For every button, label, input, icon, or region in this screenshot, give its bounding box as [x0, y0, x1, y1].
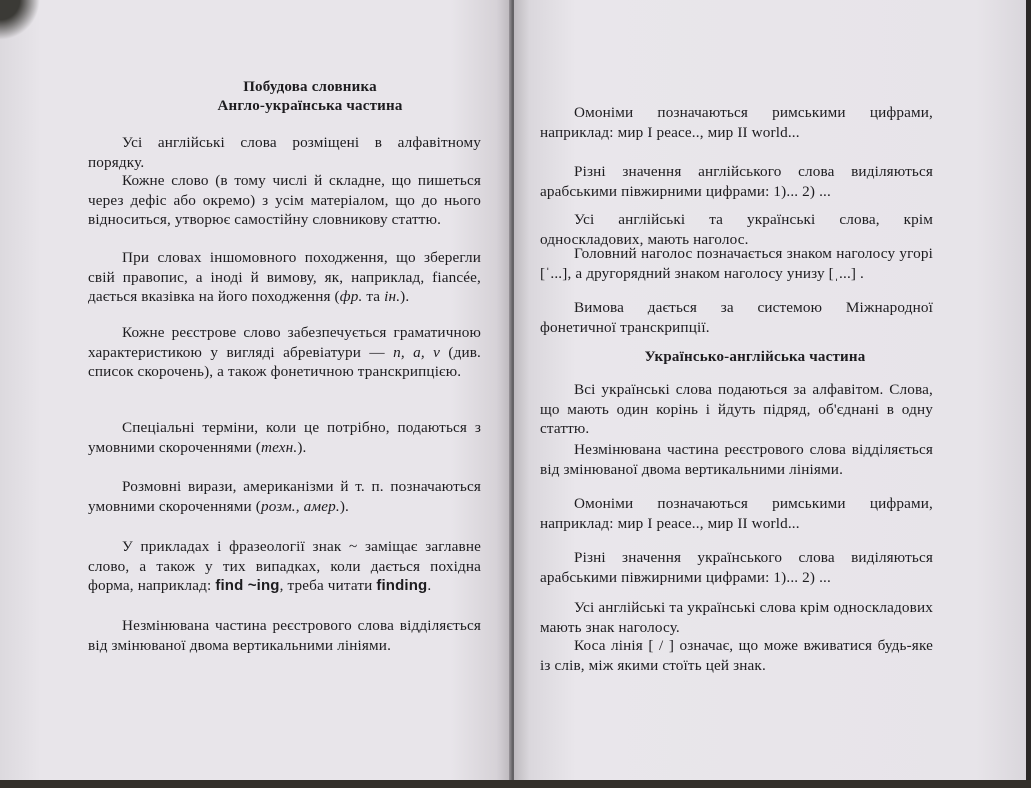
right-paragraph-3: Усі англійські та українські слова, крім односкладових, мають наголос.	[540, 211, 933, 248]
right-paragraph-2: Різні значення англійського слова виділяються арабськими півжирними цифрами: 1)... 2) ...	[540, 163, 933, 200]
right-paragraph-6: Всі українські слова подаються за алфавітом. Слова, що мають один корінь і йдуть підряд, об'єднані в одну статтю.	[540, 381, 933, 438]
left-heading	[150, 78, 470, 116]
bottom-edge-shadow	[0, 780, 1031, 788]
dictionary-structure-title: Побудова словника	[243, 79, 377, 95]
right-paragraph-1: Омоніми позначаються римськими цифрами, наприклад: мир I peace.., мир II world...	[540, 104, 933, 141]
page-corner-shadow	[0, 0, 40, 40]
right-page-lower	[514, 370, 1028, 780]
right-paragraph-10: Усі англійські та українські слова крім односкладових мають знак наголосу.	[540, 599, 933, 636]
left-paragraph-8: Незмінювана частина реєстрового слова відділяється від змінюваної двома вертикальними лініями.	[88, 617, 481, 654]
ukrainian-english-part-heading	[565, 348, 945, 367]
right-paragraph-5: Вимова дається за системою Міжнародної фонетичної транскрипції.	[540, 299, 933, 336]
right-edge-shadow	[1026, 0, 1031, 788]
right-paragraph-11: Коса лінія [ / ] означає, що може вживатися будь-яке із слів, між якими стоїть цей знак.	[540, 637, 933, 674]
right-paragraph-4: Головний наголос позначається знаком наголосу угорі [ˈ...], а другорядний знаком наголосу унизу [ˌ...] .	[540, 245, 933, 282]
right-paragraph-9: Різні значення українського слова виділяються арабськими півжирними цифрами: 1)... 2) ...	[540, 549, 933, 586]
left-paragraph-5: Спеціальні терміни, коли це потрібно, подаються з умовними скороченнями (техн.).	[88, 419, 481, 456]
right-paragraph-7: Незмінювана частина реєстрового слова відділяється від змінюваної двома вертикальними лініями.	[540, 441, 933, 478]
left-paragraph-1: Усі англійські слова розміщені в алфавітному порядку.	[88, 134, 481, 171]
ukrainian-english-part-title: Українсько-англійська частина	[644, 349, 866, 365]
english-ukrainian-part-title: Англо-українська частина	[217, 98, 403, 114]
left-page	[0, 0, 512, 782]
left-paragraph-6: Розмовні вирази, американізми й т. п. позначаються умовними скороченнями (розм., амер.).	[88, 478, 481, 515]
left-paragraph-2: Кожне слово (в тому числі й складне, що пишеться через дефіс або окремо) з усім матеріалом, що до нього відноситься, утворює самостійну словникову статтю.	[88, 172, 481, 229]
left-paragraph-3: При словах іншомовного походження, що зберегли свій правопис, а іноді й вимову, як, наприклад, fiancée, дається вказівка на його походження (фр. та ін.).	[88, 249, 481, 306]
right-paragraph-8: Омоніми позначаються римськими цифрами, наприклад: мир I peace.., мир II world...	[540, 495, 933, 532]
left-paragraph-4: Кожне реєстрове слово забезпечується граматичною характеристикою у вигляді абревіатури — n, a, v (див. список скорочень), а також фонетичною транскрипцією.	[88, 324, 481, 381]
left-paragraph-7: У прикладах і фразеології знак ~ заміщає заглавне слово, а також у тих випадках, коли дається похідна форма, наприклад: find ~ing, треба читати finding.	[88, 538, 481, 595]
